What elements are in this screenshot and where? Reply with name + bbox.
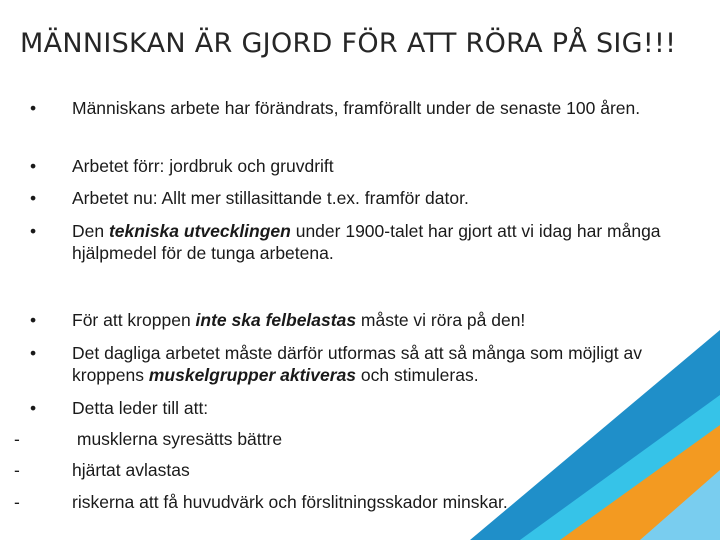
dash-text: hjärtat avlastas <box>72 460 190 480</box>
emphasis-text: inte ska felbelastas <box>195 310 357 330</box>
dash-item-1 <box>14 429 670 451</box>
bullet-text: måste vi röra på den! <box>356 310 526 330</box>
bullet-marker: • <box>30 156 37 176</box>
bullet-marker: • <box>30 221 37 241</box>
emphasis-text: muskelgrupper aktiveras <box>148 364 357 385</box>
bullet-text: under 1900-talet har gjort att vi idag har många hjälpmedel för de tunga arbetena. <box>72 221 661 263</box>
bullet-marker: • <box>30 98 37 118</box>
bullet-item-5 <box>30 310 670 332</box>
bullet-text: Arbetet förr: jordbruk och gruvdrift <box>72 156 334 176</box>
bullet-text: Det dagliga arbetet måste därför utformas så att så många som möjligt av kroppens <box>72 343 642 385</box>
bullet-text: För att kroppen <box>72 310 196 330</box>
bullet-item-1 <box>30 98 670 120</box>
bullet-item-3 <box>30 188 670 210</box>
bullet-marker: • <box>30 188 37 208</box>
dash-marker: - <box>14 492 20 512</box>
slide-title: MÄNNISKAN ÄR GJORD FÖR ATT RÖRA PÅ SIG!!! <box>20 28 677 59</box>
bullet-text: och stimuleras. <box>356 364 479 385</box>
dash-text: musklerna syresätts bättre <box>72 429 283 449</box>
bullet-item-6 <box>30 343 670 386</box>
dash-item-3 <box>14 492 670 514</box>
bullet-text: Människans arbete har förändrats, framförallt under de senaste 100 åren. <box>72 98 641 118</box>
dash-item-2 <box>14 460 670 482</box>
emphasis-text: tekniska utvecklingen <box>108 221 291 241</box>
bullet-text: Detta leder till att: <box>72 398 209 418</box>
bullet-item-2 <box>30 156 670 178</box>
bullet-marker: • <box>30 398 37 418</box>
bullet-marker: • <box>30 310 37 330</box>
bullet-marker: • <box>30 343 37 363</box>
dash-marker: - <box>14 460 20 480</box>
bullet-text: Den <box>72 221 109 241</box>
bullet-item-7 <box>30 398 670 420</box>
dash-text: riskerna att få huvudvärk och förslitningsskador minskar. <box>72 492 508 512</box>
dash-marker: - <box>14 429 20 449</box>
bullet-text: Arbetet nu: Allt mer stillasittande t.ex. framför dator. <box>72 188 469 208</box>
bullet-item-4 <box>30 221 670 264</box>
